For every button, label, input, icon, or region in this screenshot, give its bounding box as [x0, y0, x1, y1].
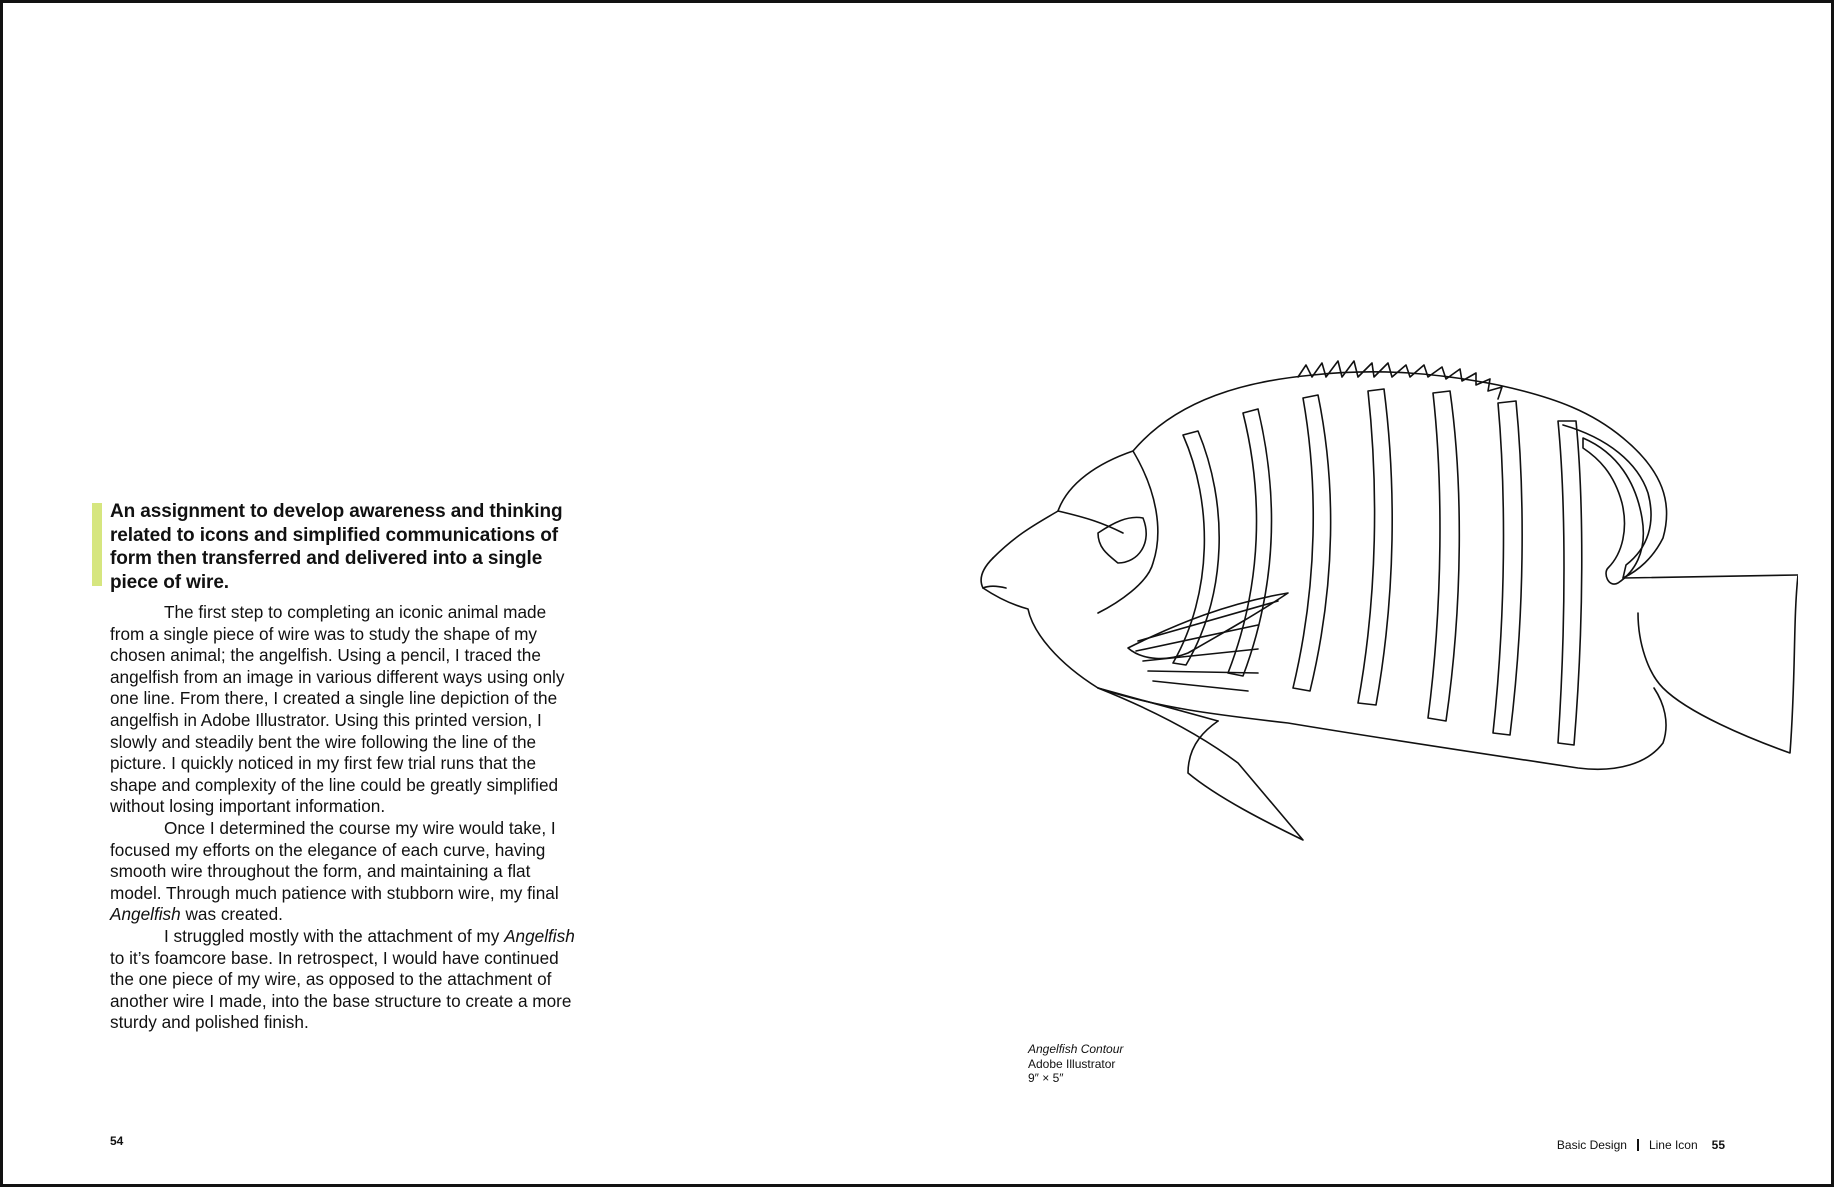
footer-separator: [1637, 1139, 1639, 1151]
paragraph-3: I struggled mostly with the attachment of my Angelfish to it’s foamcore base. In retrospect, I would have continued the one piece of my wire, as opposed to the attachment of another wire I made, into the base structure to create a more sturdy and polished finish.: [110, 925, 575, 1033]
caption-title: Angelfish Contour: [1028, 1042, 1124, 1056]
caption-medium: Adobe Illustrator: [1028, 1056, 1116, 1071]
figure-caption: [1028, 1042, 1123, 1086]
left-page-number: 54: [110, 1134, 124, 1148]
footer-section: Basic Design: [1556, 1138, 1627, 1152]
right-page-footer: [1557, 1138, 1725, 1152]
right-page-number: 55: [1711, 1138, 1725, 1152]
caption-size: 9″ × 5″: [1028, 1071, 1064, 1085]
body-text: [110, 602, 580, 1034]
angelfish-line-drawing: [958, 343, 1798, 853]
lead-accent-bar: [92, 503, 102, 586]
paragraph-1: The first step to completing an iconic animal made from a single piece of wire was to study the shape of my chosen animal; the angelfish. Using a pencil, I traced the angelfish from an image in various different ways using only one line. From there, I created a single line depiction of the angelfish in Adobe Illustrator. Using this printed version, I slowly and steadily bent the wire following the line of the picture. I quickly noticed in my first few trial runs that the shape and complexity of the line could be greatly simplified without losing important information.: [110, 602, 565, 817]
paragraph-2: Once I determined the course my wire would take, I focused my efforts on the elegance of each curve, having smooth wire throughout the form, and maintaining a flat model. Through much patience with stubborn wire, my final Angelfish was created.: [110, 817, 559, 925]
lead-statement: An assignment to develop awareness and thinking related to icons and simplified communications of form then transferred and delivered into a single piece of wire.: [110, 501, 563, 593]
footer-topic: Line Icon: [1648, 1138, 1698, 1152]
